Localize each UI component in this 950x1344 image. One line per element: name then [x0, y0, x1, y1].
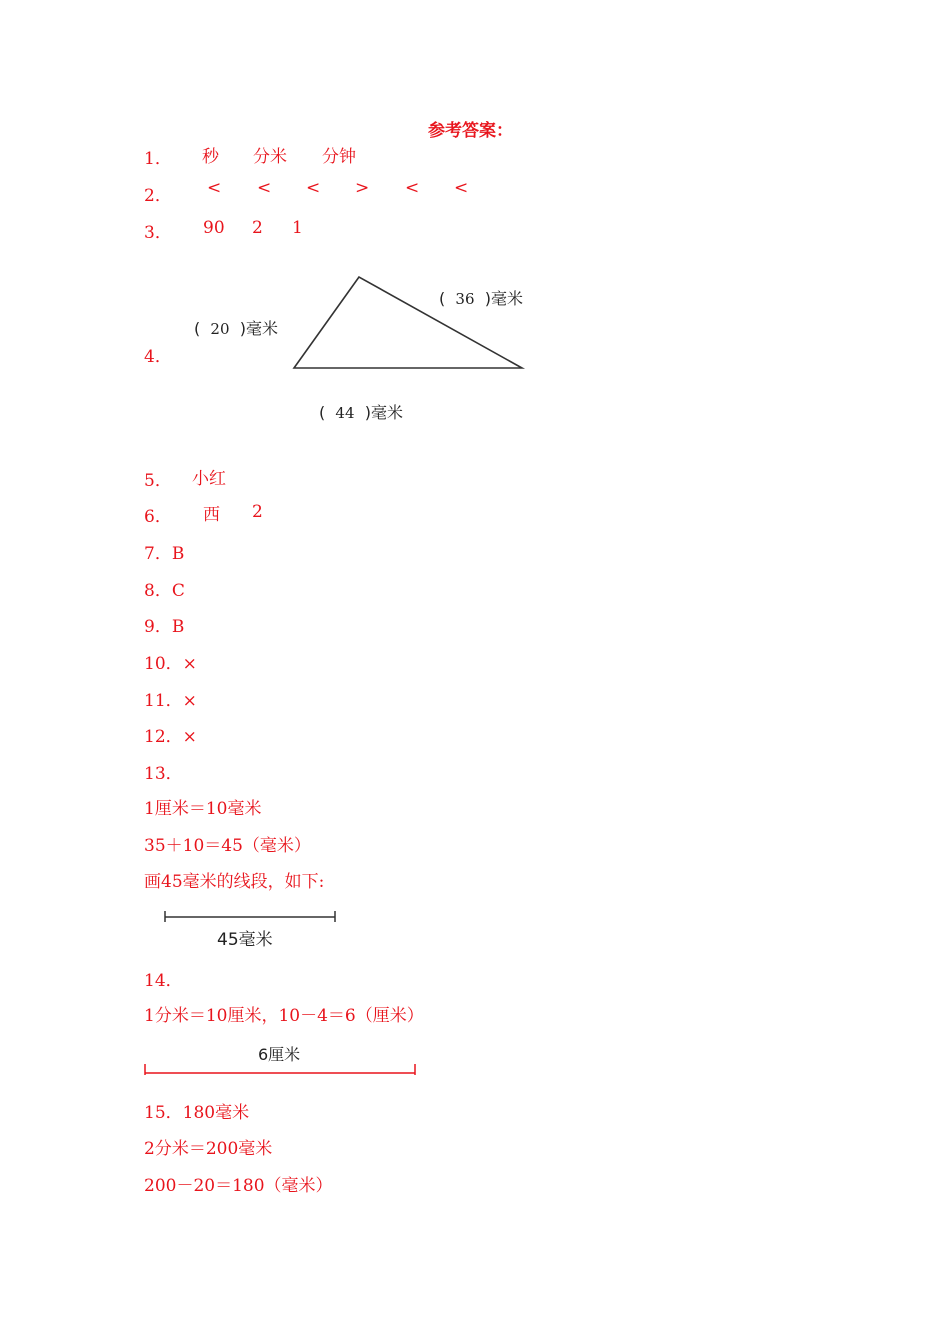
triangle-right-label: ( 36 )毫米	[439, 289, 523, 308]
triangle-left-value: 20	[210, 320, 230, 338]
answer-4-number: 4．	[144, 347, 172, 367]
answer-14-line: 1分米＝10厘米，10－4＝6（厘米）	[144, 1006, 424, 1026]
answer-3-item: 90	[203, 218, 225, 238]
answer-2-item: <	[257, 178, 272, 198]
triangle-bottom-value: 44	[335, 404, 355, 422]
answer-1-number: 1．	[144, 149, 172, 169]
answer-15-line: 200－20＝180（毫米）	[144, 1176, 333, 1196]
answer-14: 14．	[144, 971, 183, 991]
segment-6cm-label: 6厘米	[258, 1045, 301, 1064]
answer-2-item: <	[405, 178, 420, 198]
answer-15: 15．180毫米	[144, 1103, 250, 1123]
answer-2-item: <	[207, 178, 222, 198]
answer-2-item: <	[306, 178, 321, 198]
answer-9: 9．B	[144, 617, 185, 637]
answer-13-line: 1厘米＝10毫米	[144, 799, 262, 819]
answer-5-number: 5．	[144, 471, 172, 491]
answer-1-item: 分米	[253, 147, 287, 167]
answer-6-item: 西	[203, 505, 220, 525]
answer-8: 8．C	[144, 581, 185, 601]
answer-6	[144, 502, 172, 527]
answer-title: 参考答案：	[428, 121, 513, 141]
answer-3-number: 3．	[144, 223, 172, 243]
answer-13-line: 35＋10＝45（毫米）	[144, 836, 311, 856]
answer-2-item: <	[454, 178, 469, 198]
answer-2-item: >	[355, 178, 370, 198]
answer-6-item: 2	[252, 502, 263, 522]
answer-5	[144, 466, 172, 491]
answer-13-line: 画45毫米的线段，如下:	[144, 872, 325, 892]
answer-5-item: 小红	[192, 469, 226, 489]
answer-15-line: 2分米＝200毫米	[144, 1139, 273, 1159]
answer-7: 7．B	[144, 544, 185, 564]
answer-12: 12．×	[144, 727, 197, 747]
answer-6-number: 6．	[144, 507, 172, 527]
triangle-bottom-label: ( 44 )毫米	[319, 403, 403, 422]
triangle-left-label: ( 20 )毫米	[194, 319, 278, 338]
segment-45mm-label: 45毫米	[217, 930, 273, 950]
answer-13: 13．	[144, 764, 183, 784]
answer-3-item: 1	[292, 218, 303, 238]
triangle-right-value: 36	[455, 290, 475, 308]
answer-3-item: 2	[252, 218, 263, 238]
answer-11: 11．×	[144, 691, 197, 711]
answer-1-item: 分钟	[322, 147, 356, 167]
answer-2-number: 2．	[144, 186, 172, 206]
answer-1-item: 秒	[202, 147, 219, 167]
answer-10: 10．×	[144, 654, 197, 674]
